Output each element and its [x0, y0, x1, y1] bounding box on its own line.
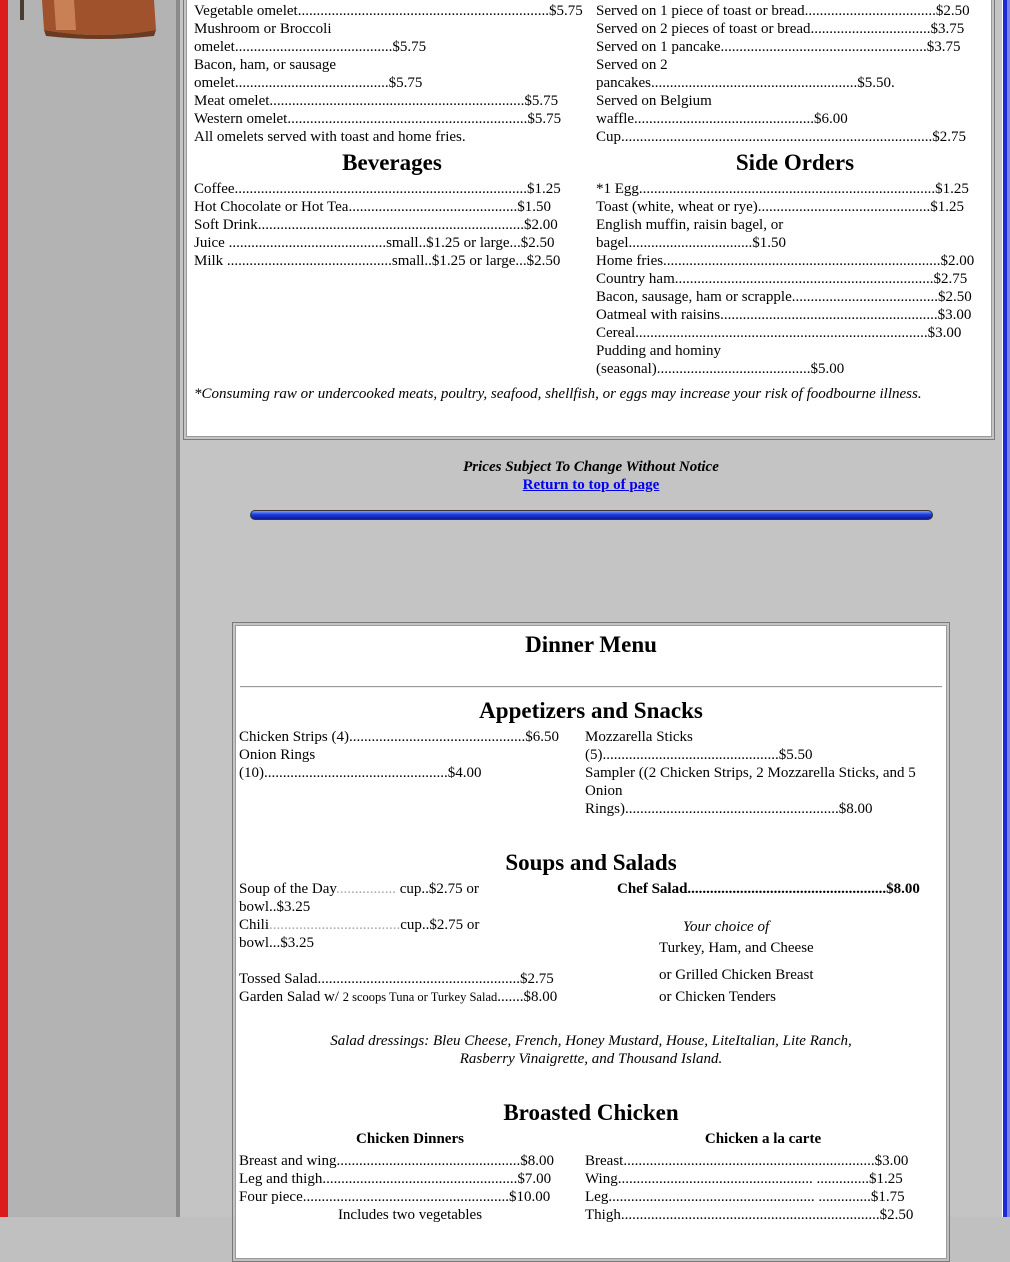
leader-dots: ...................................	[269, 917, 401, 933]
menu-line: Sampler ((2 Chicken Strips, 2 Mozzarella Sticks, and 5 Onion	[585, 765, 916, 799]
salad-dressings	[236, 1032, 946, 1068]
menu-line: Leg....................................................... ..............$1.75	[585, 1189, 905, 1205]
menu-line: Breast...................................................................$3.00	[585, 1153, 909, 1169]
menu-line: Served on 2 pieces of toast or bread................................$3.75	[596, 21, 965, 37]
dressings-line-2: Rasberry Vinaigrette, and Thousand Island.	[459, 1051, 723, 1067]
menu-line: bowl...$3.25	[239, 935, 314, 951]
chicken-alacarte-column	[585, 1152, 941, 1224]
prices-notice-text: Prices Subject To Change Without Notice	[463, 459, 719, 475]
menu-line: (10).................................................$4.00	[239, 765, 482, 781]
menu-line: Breast and wing.................................................$8.00	[239, 1153, 554, 1169]
menu-line: *1 Egg...............................................................................$1.25	[596, 181, 969, 197]
leader-dots: ................	[335, 881, 396, 897]
horizontal-rule	[240, 686, 942, 688]
soup-name: Soup of the Day	[239, 881, 336, 897]
omelets-column	[194, 2, 590, 270]
beverages-heading: Beverages	[342, 150, 442, 175]
menu-line: waffle................................................$6.00	[596, 111, 848, 127]
breakfast-menu-box	[183, 0, 995, 440]
chili-price: cup..$2.75 or	[400, 917, 480, 933]
left-red-border	[0, 0, 8, 1217]
menu-line: Toast (white, wheat or rye)..............................................$1.25	[596, 199, 965, 215]
menu-line: bagel.................................$1.50	[596, 235, 786, 251]
garden-salad-line	[239, 988, 584, 1006]
dressings-line-1: Salad dressings: Bleu Cheese, French, Honey Mustard, House, LiteItalian, Lite Ranch,	[330, 1033, 852, 1049]
chicken-dinners-column	[239, 1152, 581, 1224]
menu-line: omelet.........................................$5.75	[194, 75, 423, 91]
soups-left-column	[239, 880, 584, 1006]
choice-label: Your choice of	[683, 919, 770, 935]
garden-salad-detail: 2 scoops Tuna or Turkey Salad	[342, 990, 498, 1004]
appetizers-heading: Appetizers and Snacks	[479, 698, 703, 723]
menu-line: Cup...................................................................................$2.75	[596, 129, 967, 145]
menu-line: omelet..........................................$5.75	[194, 39, 427, 55]
menu-line: Mozzarella Sticks	[585, 729, 693, 745]
menu-note: Includes two vegetables	[337, 1207, 483, 1223]
menu-line: Leg and thigh....................................................$7.00	[239, 1171, 552, 1187]
chili-name: Chili	[239, 917, 270, 933]
dinner-menu-box	[232, 622, 950, 1262]
menu-line: Soft Drink.......................................................................$2.00	[194, 217, 558, 233]
menu-line: Served on 1 pancake.......................................................$3.75	[596, 39, 961, 55]
menu-line: Home fries..........................................................................$2.00	[596, 253, 975, 269]
menu-line: Vegetable omelet...................................................................$5.75	[194, 3, 583, 19]
menu-line: English muffin, raisin bagel, or	[596, 217, 784, 233]
menu-line: bowl..$3.25	[239, 899, 311, 915]
menu-line: All omelets served with toast and home fries.	[194, 129, 466, 145]
menu-line: Western omelet................................................................$5.75	[194, 111, 562, 127]
menu-line: Wing.................................................... ..............$1.25	[585, 1171, 903, 1187]
food-safety-warning: *Consuming raw or undercooked meats, poultry, seafood, shellfish, or eggs may increase your risk of foodbourne illness.	[194, 386, 922, 402]
main-content	[180, 0, 1002, 1223]
menu-line: Mushroom or Broccoli	[194, 21, 332, 37]
menu-line: pancakes.......................................................$5.50.	[596, 75, 895, 91]
garden-salad-price: .......$8.00	[497, 989, 558, 1005]
menu-line: Rings).........................................................$8.00	[585, 801, 873, 817]
menu-line: Bacon, ham, or sausage	[194, 57, 337, 73]
choice-option: or Chicken Tenders	[659, 989, 776, 1005]
copper-kettle-image	[14, 0, 164, 40]
price-notice	[180, 458, 1002, 494]
dinner-menu-title: Dinner Menu	[525, 632, 657, 657]
chicken-alacarte-subheading: Chicken a la carte	[704, 1131, 822, 1147]
left-sidebar	[8, 0, 176, 1217]
menu-line: Served on 1 piece of toast or bread...................................$2.50	[596, 3, 970, 19]
soups-salads-heading: Soups and Salads	[505, 850, 677, 875]
menu-line: Country ham.....................................................................$2.75	[596, 271, 968, 287]
right-blue-border	[1002, 0, 1010, 1217]
menu-line: Four piece.......................................................$10.00	[239, 1189, 551, 1205]
eggs-column	[596, 2, 994, 378]
chicken-dinners-subheading: Chicken Dinners	[356, 1131, 464, 1147]
menu-line: Chicken Strips (4)...............................................$6.50	[239, 729, 559, 745]
menu-line: Meat omelet....................................................................$5.75	[194, 93, 559, 109]
menu-line: Tossed Salad......................................................$2.75	[239, 971, 554, 987]
soup-of-day-line	[239, 880, 584, 898]
choice-option: or Grilled Chicken Breast	[659, 967, 814, 983]
blue-divider-bar	[250, 510, 933, 520]
menu-line: Juice ..........................................small..$1.25 or large...$2.50	[194, 235, 555, 251]
chef-salad-line: Chef Salad.....................................................$8.00	[617, 881, 920, 897]
soup-price: cup..$2.75 or	[395, 881, 479, 897]
appetizers-left-column	[239, 728, 581, 782]
menu-line: (seasonal).........................................$5.00	[596, 361, 845, 377]
side-orders-heading: Side Orders	[735, 150, 855, 175]
menu-line: (5)...............................................$5.50	[585, 747, 813, 763]
appetizers-right-column	[585, 728, 941, 818]
menu-line: Bacon, sausage, ham or scrapple.......................................$2.50	[596, 289, 972, 305]
menu-line: Onion Rings	[239, 747, 316, 763]
menu-line: Coffee..............................................................................$1.25	[194, 181, 561, 197]
chili-line	[239, 916, 584, 934]
return-to-top-link[interactable]: Return to top of page	[522, 477, 660, 493]
choice-option: Turkey, Ham, and Cheese	[659, 940, 814, 956]
menu-line: Oatmeal with raisins..........................................................$3.00	[596, 307, 972, 323]
garden-salad-name: Garden Salad w/	[239, 989, 343, 1005]
broasted-chicken-heading: Broasted Chicken	[503, 1100, 679, 1125]
menu-line: Thigh.....................................................................$2.50	[585, 1207, 914, 1223]
menu-line: Milk ............................................small..$1.25 or large...$2.50	[194, 253, 561, 269]
menu-line: Pudding and hominy	[596, 343, 722, 359]
menu-line: Cereal..............................................................................$3.00	[596, 325, 962, 341]
menu-line: Served on 2	[596, 57, 668, 73]
menu-line: Hot Chocolate or Hot Tea.............................................$1.50	[194, 199, 551, 215]
menu-line: Served on Belgium	[596, 93, 712, 109]
